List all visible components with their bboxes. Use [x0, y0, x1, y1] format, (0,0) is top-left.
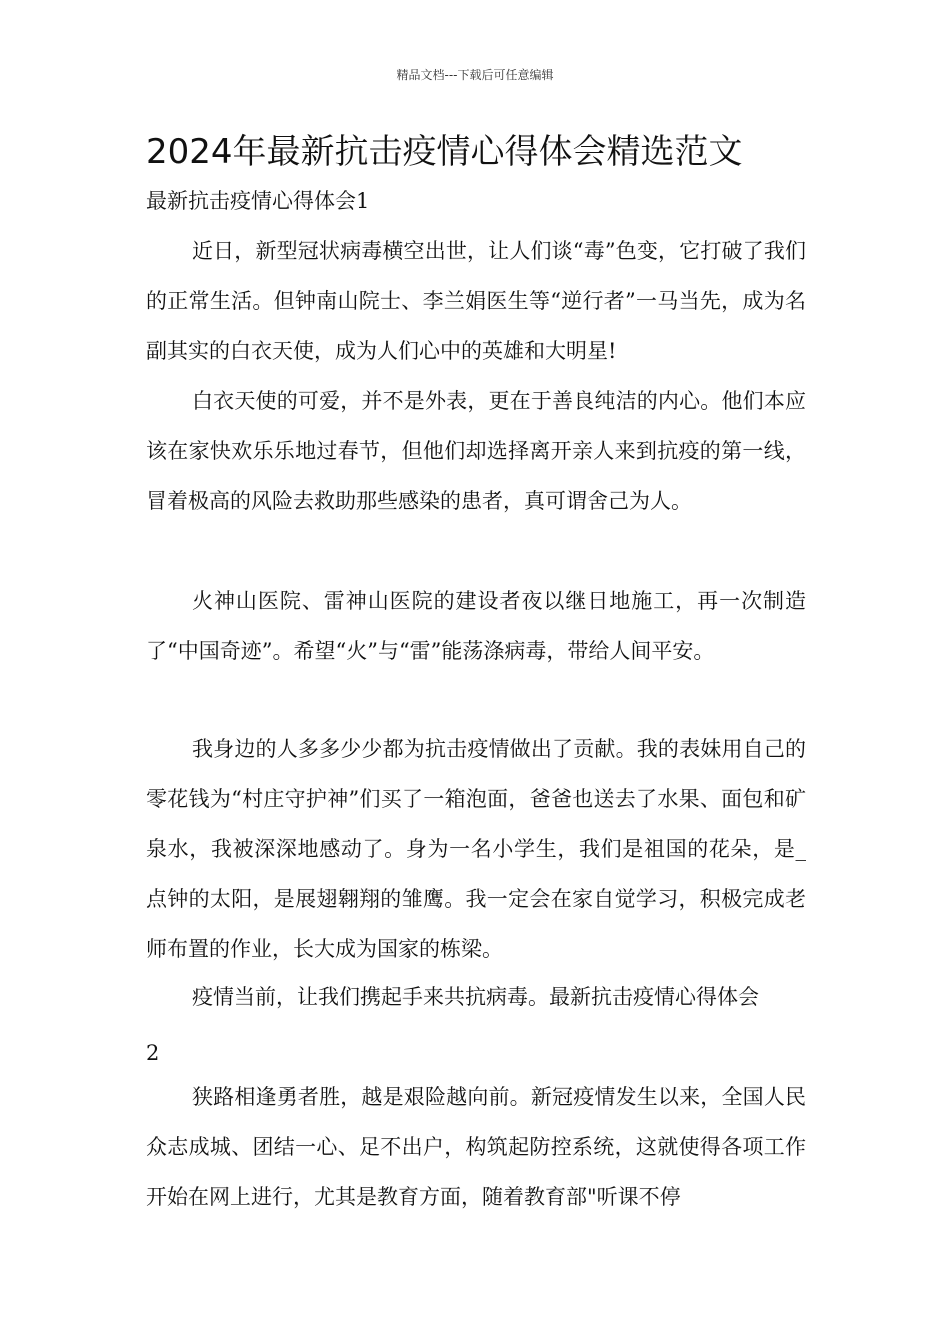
paragraph-1: 近日，新型冠状病毒横空出世，让人们谈“毒”色变，它打破了我们的正常生活。但钟南山院士、李兰娟医生等“逆行者”一马当先，成为名副其实的白衣天使，成为人们心中的英雄和大明星!	[146, 239, 806, 363]
paragraph-5: 疫情当前，让我们携起手来共抗病毒。最新抗击疫情心得体会	[192, 985, 759, 1009]
paragraph-2: 白衣天使的可爱，并不是外表，更在于善良纯洁的内心。他们本应该在家快欢乐乐地过春节，但他们却选择离开亲人来到抗疫的第一线，冒着极高的风险去救助那些感染的患者，真可谓舍己为人。	[146, 389, 806, 513]
section-heading-1: 最新抗击疫情心得体会1	[146, 189, 370, 213]
paragraph-3: 火神山医院、雷神山医院的建设者夜以继日地施工，再一次制造了“中国奇迹”。希望“火”与“雷”能荡涤病毒，带给人间平安。	[146, 589, 806, 663]
section-number-2: 2	[146, 1041, 160, 1065]
paragraph-6: 狭路相逢勇者胜，越是艰险越向前。新冠疫情发生以来，全国人民众志成城、团结一心、足不出户，构筑起防控系统，这就使得各项工作开始在网上进行，尤其是教育方面，随着教育部"听课不停	[146, 1085, 806, 1209]
paragraph-4: 我身边的人多多少少都为抗击疫情做出了贡献。我的表妹用自己的零花钱为“村庄守护神”们买了一箱泡面，爸爸也送去了水果、面包和矿泉水，我被深深地感动了。身为一名小学生，我们是祖国的花朵，是_点钟的太阳，是展翅翱翔的雏鹰。我一定会在家自觉学习，积极完成老师布置的作业，长大成为国家的栋梁。	[146, 737, 806, 961]
header-note: 精品文档---下载后可任意编辑	[396, 68, 554, 82]
document-title: 2024年最新抗击疫情心得体会精选范文	[146, 132, 743, 172]
